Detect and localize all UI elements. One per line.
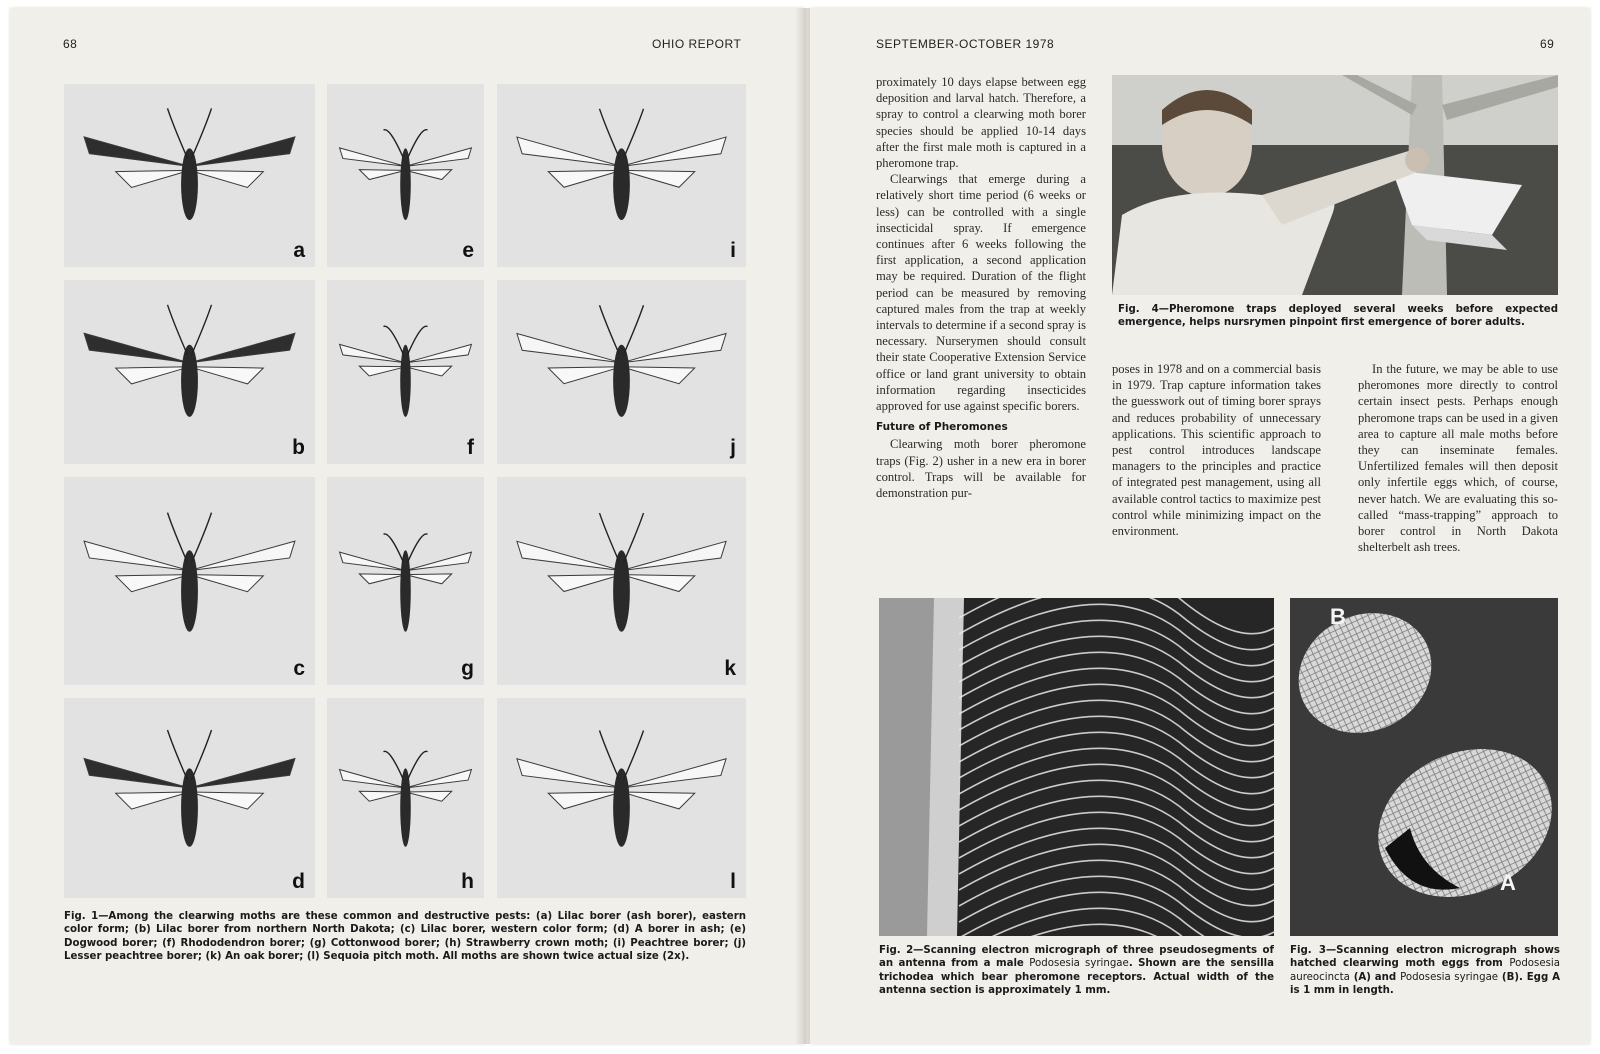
- right-page-number: 69: [1540, 37, 1555, 51]
- moth-silhouette: [64, 280, 315, 464]
- future-of-pheromones-heading: Future of Pheromones: [876, 421, 1008, 434]
- right-running-head: SEPTEMBER-OCTOBER 1978: [876, 37, 1055, 51]
- moth-panel-label: a: [293, 239, 305, 262]
- moth-silhouette: [327, 698, 484, 898]
- egg-a-label: A: [1500, 870, 1516, 895]
- moth-panel-label: i: [730, 239, 736, 262]
- moth-silhouette: [327, 477, 484, 685]
- fig3-caption-part: Fig. 3—Scanning electron micrograph shows hatched clearwing moth eggs from: [1290, 945, 1560, 970]
- moth-photo-panel: [497, 280, 746, 464]
- moth-panel-label: k: [724, 657, 736, 680]
- moth-panel-label: g: [461, 657, 474, 680]
- col2-paragraph-1: poses in 1978 and on a commercial basis in 1979. Trap capture information takes the guesswork out of timing borer sprays and reduces probability of unnecessary applications. This scientific approach to pest control introduces landscape managers to the principles and practice of integrated pest management, using all available control tactics to maximize pest control while minimizing impact on the environment.: [1112, 362, 1321, 539]
- text-column-1: [876, 74, 1086, 501]
- moth-panel-label: c: [293, 657, 305, 680]
- moth-silhouette: [497, 477, 746, 685]
- moth-panel-label: h: [461, 870, 474, 893]
- moth-silhouette: [327, 84, 484, 267]
- moth-photo-panel: [64, 698, 315, 898]
- moth-photo-panel: [497, 84, 746, 267]
- moth-photo-panel: [497, 477, 746, 685]
- fig2-caption-part: . Shown are the sensilla trichodea which bear pheromone receptors. Actual width of the antenna section is approximately 1 mm.: [879, 958, 1275, 996]
- moth-photo-panel: [327, 477, 484, 685]
- left-page-number: 68: [63, 37, 78, 51]
- fig3-caption-species: Podosesia aureocincta: [1290, 958, 1560, 983]
- left-running-head: OHIO REPORT: [652, 37, 742, 51]
- moth-panel-label: f: [467, 436, 474, 459]
- moth-panel-label: j: [730, 436, 736, 459]
- moth-silhouette: [497, 84, 746, 267]
- moth-panel-label: e: [462, 239, 474, 262]
- col1-paragraph-2: Clearwings that emerge during a relatively short time period (6 weeks or less) can be controlled with a single insecticidal spray. If emergence continues after 6 weeks following the first application, a second application may be required. Duration of the flight period can be measured by removing captured males from the trap at weekly intervals to determine if a second spray is necessary. Nurserymen should consult their state Cooperative Extension Service office or land grant university to obtain information regarding insecticides approved for use against specific borers.: [876, 172, 1086, 414]
- moth-panel-label: l: [730, 870, 736, 893]
- moth-silhouette: [497, 698, 746, 898]
- fig1-caption: Fig. 1—Among the clearwing moths are these common and destructive pests: (a) Lilac borer (ash borer), eastern color form; (b) Lilac borer from northern North Dakota; (c) Lilac borer, western color form; (d) A borer in ash; (e) Dogwood borer; (f) Rhododendron borer; (g) Cottonwood borer; (h) Strawberry crown moth; (i) Peachtree borer; (j) Lesser peachtree borer; (k) An oak borer; (l) Sequoia pitch moth. All moths are shown twice actual size (2x).: [64, 911, 746, 962]
- fig2-caption-part: Fig. 2—Scanning electron micrograph of three pseudosegments of an antenna from a male: [879, 945, 1274, 970]
- moth-panel-label: b: [292, 436, 305, 459]
- moth-photo-panel: [327, 698, 484, 898]
- col1-paragraph-1: proximately 10 days elapse between egg deposition and larval hatch. Therefore, a spray to control a clearwing moth borer species should be applied 10-14 days after the first male moth is captured in a pheromone trap.: [876, 75, 1086, 171]
- text-column-3: [1358, 361, 1558, 555]
- moth-photo-panel: [64, 477, 315, 685]
- fig2-caption-species: Podosesia syringae: [1029, 958, 1129, 970]
- moth-silhouette: [64, 477, 315, 685]
- moth-photo-panel: [497, 698, 746, 898]
- fig3-sem-eggs: [1290, 598, 1558, 936]
- moth-photo-panel: [64, 84, 315, 267]
- fig3-caption-part: (A) and: [1349, 971, 1401, 983]
- fig4-photo-man-with-trap: [1112, 75, 1558, 295]
- moth-silhouette: [327, 280, 484, 464]
- fig2-sem-antenna: [879, 598, 1274, 936]
- moth-panel-label: d: [292, 870, 305, 893]
- fig4-caption: Fig. 4—Pheromone traps deployed several weeks before expected emergence, helps nursrymen pinpoint first emergence of borer adults.: [1118, 304, 1558, 329]
- fig2-caption: [879, 944, 1274, 997]
- moth-photo-panel: [327, 84, 484, 267]
- moth-photo-panel: [327, 280, 484, 464]
- egg-b-label: B: [1330, 604, 1346, 629]
- text-column-2: [1112, 361, 1321, 539]
- fig3-caption-species: Podosesia syringae: [1400, 971, 1499, 983]
- fig3-caption-part: (B). Egg A is 1 mm in length.: [1290, 971, 1560, 996]
- moth-silhouette: [64, 698, 315, 898]
- moth-silhouette: [497, 280, 746, 464]
- moth-photo-panel: [64, 280, 315, 464]
- col1-paragraph-3: Clearwing moth borer pheromone traps (Fig. 2) usher in a new era in borer control. Traps will be available for demonstration pur-: [876, 437, 1086, 501]
- fig3-caption: [1290, 944, 1560, 997]
- moth-silhouette: [64, 84, 315, 267]
- col3-paragraph-1: In the future, we may be able to use pheromones more directly to control certain insect pests. Perhaps enough pheromone traps can be used in a given area to capture all male moths before they can inseminate females. Unfertilized females will then deposit only infertile eggs which, of course, never hatch. We are evaluating this so-called “mass-trapping” approach to borer control in North Dakota shelterbelt ash trees.: [1358, 362, 1558, 555]
